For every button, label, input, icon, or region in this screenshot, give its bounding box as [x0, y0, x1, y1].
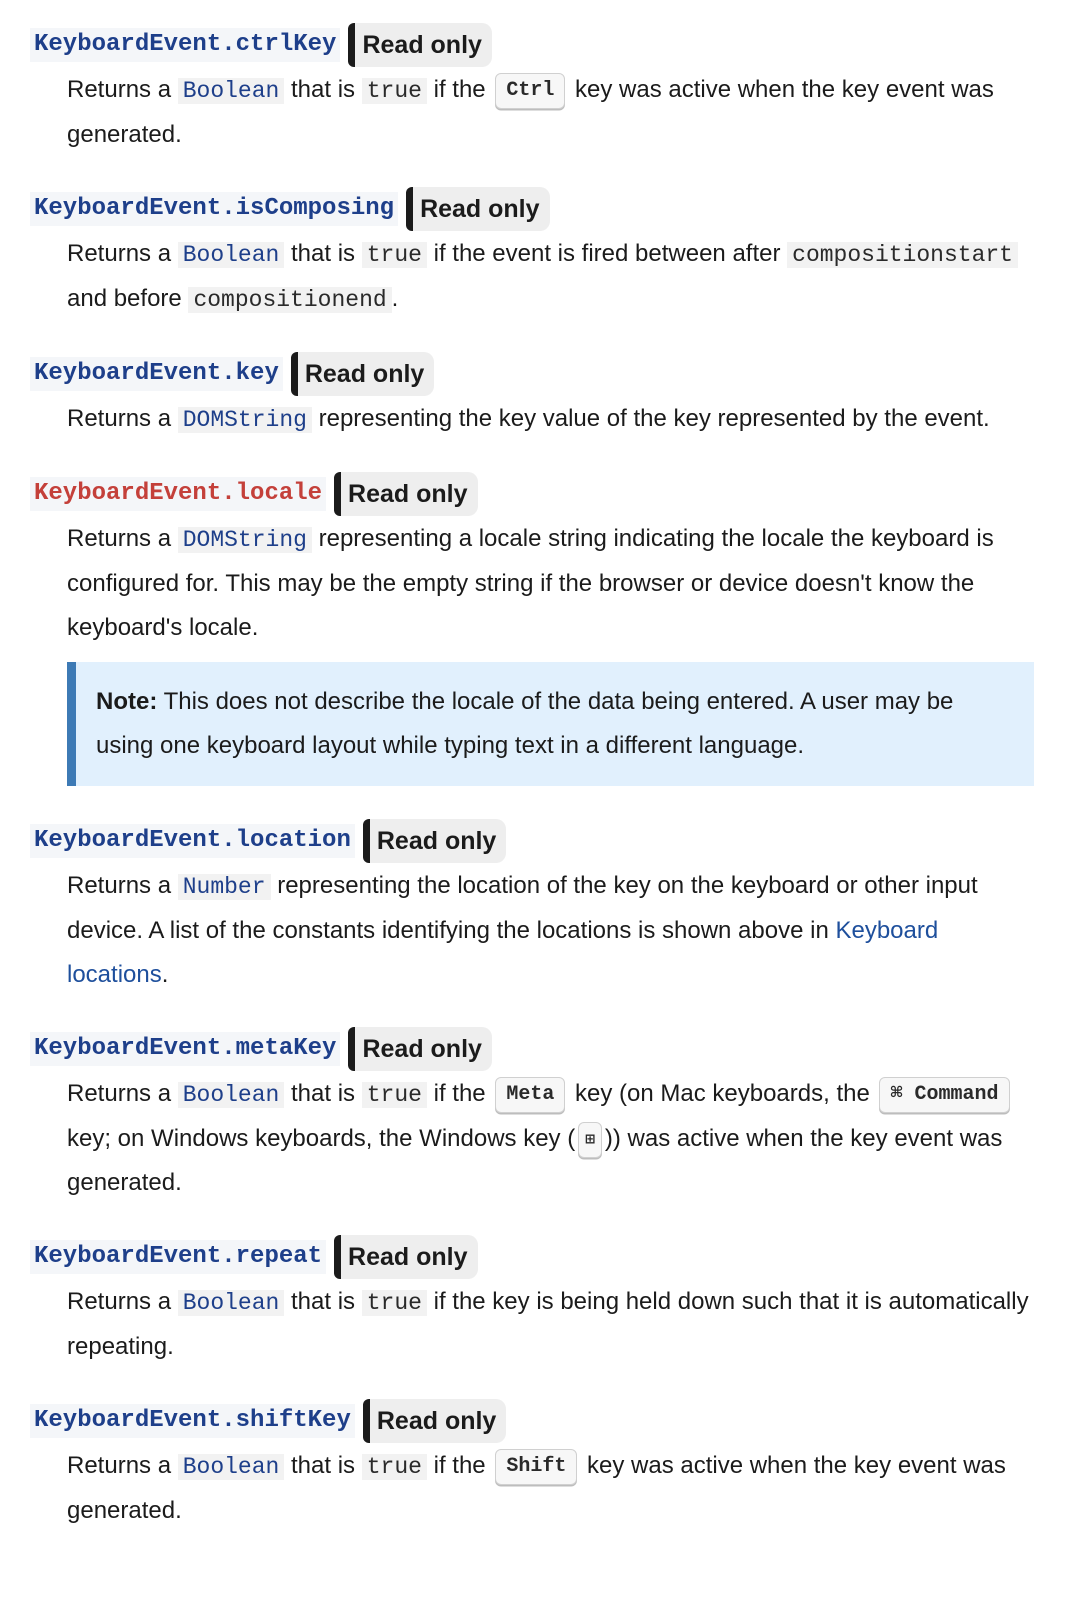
text: that is — [284, 76, 362, 103]
text: key was active when the key event was generated. — [67, 1452, 1006, 1524]
type-link-boolean[interactable]: Boolean — [178, 78, 285, 104]
value-true: true — [362, 78, 427, 104]
note-box — [67, 662, 1034, 786]
text: Returns a — [67, 1080, 178, 1107]
text: )) was active when the key event was generated. — [67, 1125, 1003, 1196]
event-compositionend: compositionend — [188, 287, 391, 313]
type-link-boolean[interactable]: Boolean — [178, 1454, 285, 1480]
text: if the event is fired between after — [426, 240, 788, 267]
property-description — [67, 1444, 1040, 1533]
read-only-badge: Read only — [291, 352, 434, 396]
property-description — [67, 1072, 1040, 1205]
property-description — [67, 517, 1034, 786]
property-name-link[interactable]: KeyboardEvent.shiftKey — [30, 1404, 355, 1438]
type-link-domstring[interactable]: DOMString — [178, 407, 312, 433]
property-term — [30, 1234, 1080, 1280]
text: . — [391, 285, 399, 312]
text: if the key is being held down such that it is automatically repeating. — [67, 1288, 1029, 1360]
text: representing the key value of the key represented by the event. — [311, 405, 990, 432]
type-link-number[interactable]: Number — [178, 874, 271, 900]
property-name-link[interactable]: KeyboardEvent.locale — [30, 477, 326, 511]
text: if the — [426, 1080, 493, 1107]
note-label: Note: — [96, 688, 158, 715]
text: Returns a — [67, 525, 178, 552]
property-repeat — [0, 1234, 1080, 1369]
type-link-boolean[interactable]: Boolean — [178, 1082, 285, 1108]
text: representing a locale string indicating the locale the keyboard is configured for. This may be the empty string if the browser or device doesn't know the keyboard's locale. — [67, 525, 994, 641]
type-link-boolean[interactable]: Boolean — [178, 242, 285, 268]
text: that is — [284, 1288, 362, 1315]
property-metakey — [0, 1026, 1080, 1205]
property-iscomposing — [0, 186, 1080, 322]
property-term — [30, 1026, 1080, 1072]
read-only-badge: Read only — [348, 1027, 491, 1071]
property-shiftkey — [0, 1398, 1080, 1533]
text: that is — [284, 240, 362, 267]
property-name-link[interactable]: KeyboardEvent.isComposing — [30, 192, 398, 226]
property-locale — [0, 471, 1080, 786]
value-true: true — [362, 1082, 427, 1108]
property-description — [67, 1280, 1040, 1369]
property-term — [30, 1398, 1080, 1444]
read-only-badge: Read only — [334, 1235, 477, 1279]
property-description — [67, 397, 1040, 442]
event-compositionstart: compositionstart — [787, 242, 1018, 268]
text: Returns a — [67, 76, 178, 103]
property-name-link[interactable]: KeyboardEvent.location — [30, 824, 355, 858]
text: key was active when the key event was generated. — [67, 76, 994, 148]
read-only-badge: Read only — [406, 187, 549, 231]
read-only-badge: Read only — [348, 23, 491, 67]
text: Returns a — [67, 405, 178, 432]
property-name-link[interactable]: KeyboardEvent.repeat — [30, 1240, 326, 1274]
value-true: true — [362, 1454, 427, 1480]
key-shift: Shift — [495, 1449, 577, 1485]
key-command: ⌘ Command — [879, 1077, 1009, 1113]
text: Returns a — [67, 1288, 178, 1315]
property-description — [67, 864, 1040, 997]
text: representing the location of the key on the keyboard or other input device. A list of the constants identifying the locations is shown above in — [67, 872, 978, 944]
text: if the — [426, 76, 493, 103]
property-name-link[interactable]: KeyboardEvent.key — [30, 357, 283, 391]
read-only-badge: Read only — [363, 819, 506, 863]
text: Returns a — [67, 240, 178, 267]
property-term — [30, 471, 1080, 517]
type-link-boolean[interactable]: Boolean — [178, 1290, 285, 1316]
text: that is — [284, 1452, 362, 1479]
key-meta: Meta — [495, 1077, 565, 1113]
property-location — [0, 818, 1080, 997]
windows-key-icon: ⊞ — [578, 1122, 602, 1158]
text: and before — [67, 285, 189, 312]
type-link-domstring[interactable]: DOMString — [178, 527, 312, 553]
property-key — [0, 351, 1080, 442]
text: Returns a — [67, 872, 178, 899]
text: . — [161, 961, 169, 988]
property-name-link[interactable]: KeyboardEvent.metaKey — [30, 1032, 340, 1066]
text: that is — [284, 1080, 362, 1107]
property-term — [30, 818, 1080, 864]
property-ctrlkey — [0, 22, 1080, 157]
value-true: true — [362, 1290, 427, 1316]
property-description — [67, 232, 1040, 322]
text: key; on Windows keyboards, the Windows key ( — [67, 1125, 576, 1152]
text: key (on Mac keyboards, the — [568, 1080, 877, 1107]
value-true: true — [362, 242, 427, 268]
read-only-badge: Read only — [363, 1399, 506, 1443]
property-name-link[interactable]: KeyboardEvent.ctrlKey — [30, 28, 340, 62]
note-text: This does not describe the locale of the data being entered. A user may be using one keyboard layout while typing text in a different language. — [96, 688, 954, 759]
property-term — [30, 351, 1080, 397]
read-only-badge: Read only — [334, 472, 477, 516]
text: if the — [426, 1452, 493, 1479]
property-term — [30, 186, 1080, 232]
key-ctrl: Ctrl — [495, 73, 565, 109]
text: Returns a — [67, 1452, 178, 1479]
property-description — [67, 68, 1040, 157]
keyboard-locations-link[interactable]: Keyboard locations — [67, 917, 939, 988]
property-term — [30, 22, 1080, 68]
